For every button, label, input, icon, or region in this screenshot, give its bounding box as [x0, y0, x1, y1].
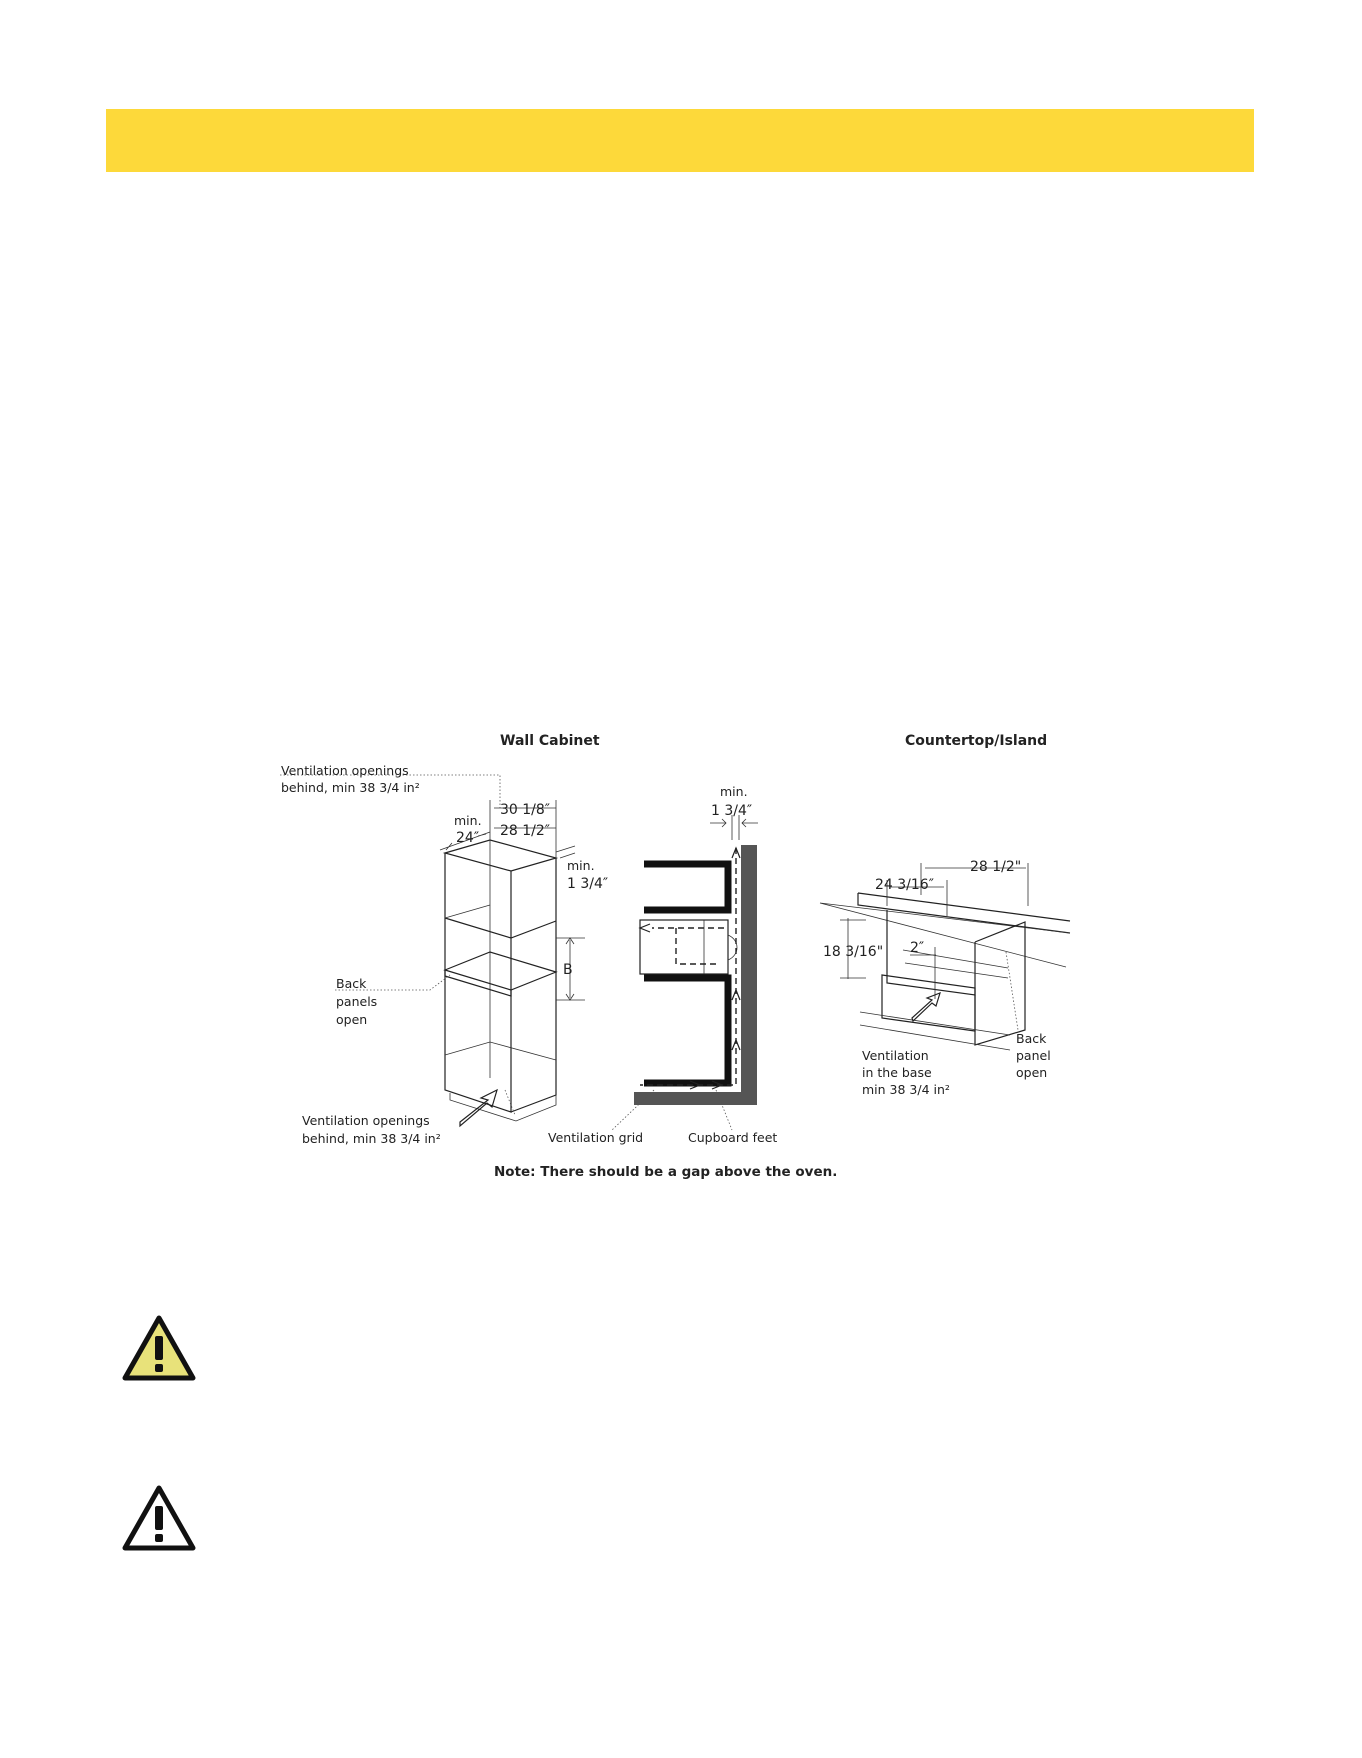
back-panels-1: Back [336, 976, 367, 991]
dim-30-1-8: 30 1/8″ [500, 802, 551, 818]
warning-triangle-icon [121, 1484, 197, 1552]
vent-bottom-label-2: behind, min 38 3/4 in² [302, 1131, 441, 1146]
ct-back-panel-1: Back [1016, 1031, 1047, 1046]
warning-triangle-icon [121, 1314, 197, 1382]
countertop-title: Countertop/Island [905, 733, 1048, 749]
section-min-label: min. [720, 784, 748, 799]
ct-vent-3: min 38 3/4 in² [862, 1082, 950, 1097]
section-min-value: 1 3/4″ [711, 803, 753, 819]
ct-dim-24-3-16: 24 3/16″ [875, 877, 934, 893]
vent-top-label-1: Ventilation openings [281, 763, 409, 778]
ct-back-panel-2: panel [1016, 1048, 1051, 1063]
ct-dim-28-1-2: 28 1/2" [970, 859, 1022, 875]
dim-24: 24″ [456, 830, 480, 846]
dim-b: B [563, 962, 573, 978]
dim-28-1-2: 28 1/2″ [500, 823, 551, 839]
back-panels-3: open [336, 1012, 368, 1027]
min-gap-value: 1 3/4″ [567, 876, 609, 892]
cupboard-feet-label: Cupboard feet [688, 1130, 778, 1145]
vent-bottom-label-1: Ventilation openings [302, 1113, 430, 1128]
ct-dim-18-3-16: 18 3/16" [823, 944, 884, 960]
vent-top-label-2: behind, min 38 3/4 in² [281, 780, 420, 795]
ct-vent-1: Ventilation [862, 1048, 929, 1063]
wall-cabinet-title: Wall Cabinet [500, 733, 600, 749]
ct-dim-2: 2″ [910, 940, 925, 956]
back-panels-2: panels [336, 994, 378, 1009]
ct-back-panel-3: open [1016, 1065, 1048, 1080]
min-gap-label: min. [567, 858, 595, 873]
side-section-drawing [612, 815, 758, 1130]
ventilation-grid-label: Ventilation grid [548, 1130, 644, 1145]
ct-vent-2: in the base [862, 1065, 932, 1080]
min-label: min. [454, 813, 482, 828]
gap-note: Note: There should be a gap above the oven. [494, 1164, 838, 1180]
